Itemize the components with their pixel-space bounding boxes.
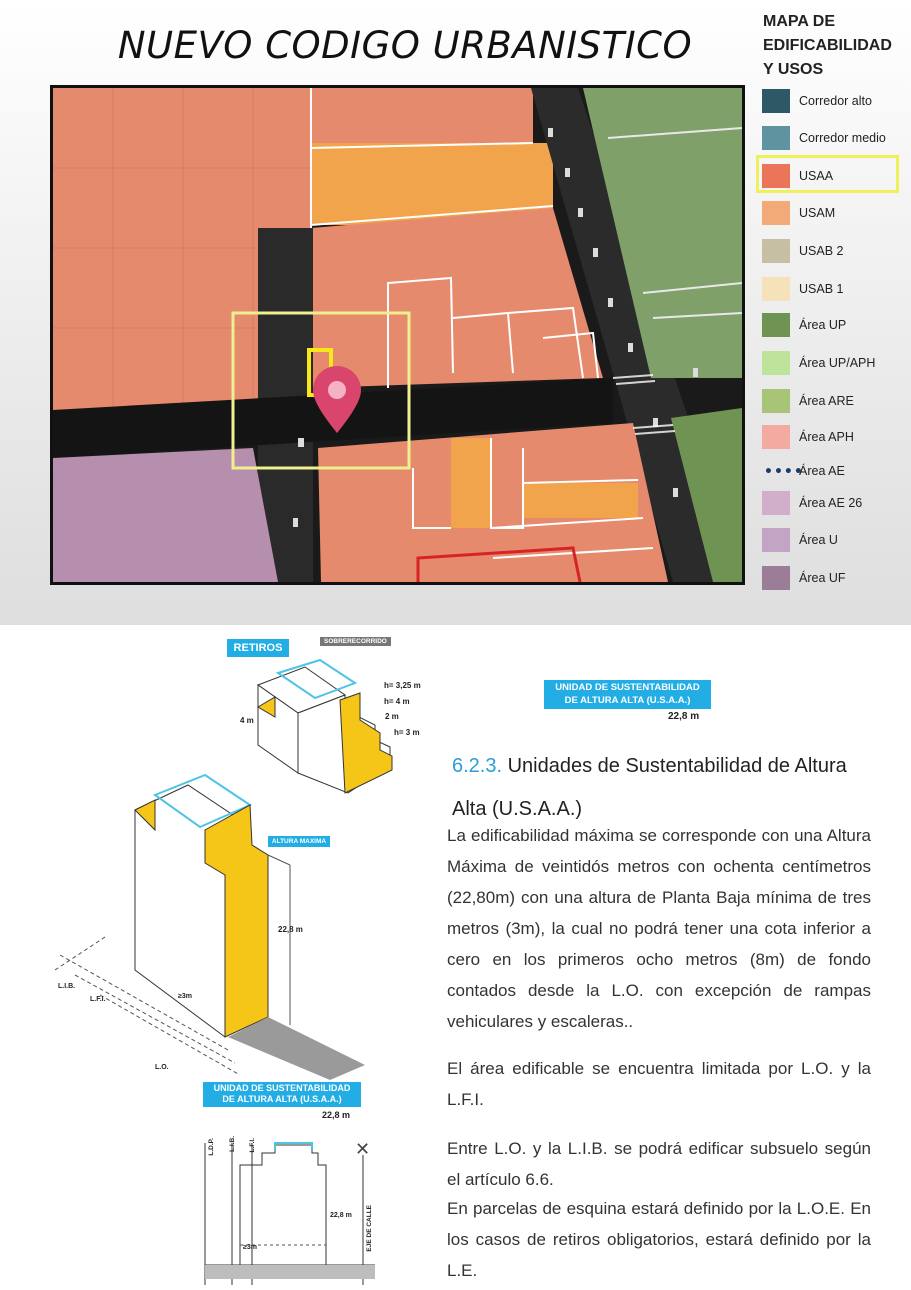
legend-label: Área U bbox=[799, 533, 838, 547]
usaa-tag bbox=[544, 680, 711, 709]
legend-item-corredor-alto bbox=[762, 86, 902, 116]
legend-swatch bbox=[762, 239, 790, 263]
legend-item-usab1 bbox=[762, 274, 902, 304]
legend-item-area-u bbox=[762, 525, 902, 555]
lo-label: L.O. bbox=[155, 1064, 169, 1071]
legend-label: USAM bbox=[799, 206, 836, 220]
height-3-label: h= 3 m bbox=[394, 728, 420, 737]
legend-item-usab2 bbox=[762, 236, 902, 266]
zoning-map[interactable] bbox=[50, 85, 745, 585]
altura-maxima-tag: ALTURA MAXIMA bbox=[268, 836, 330, 847]
section-heading-line1 bbox=[452, 745, 872, 788]
legend-item-area-uf bbox=[762, 563, 902, 593]
legend-highlight bbox=[756, 155, 899, 193]
eje-calle-label: EJE DE CALLE bbox=[366, 1205, 373, 1252]
legend-item-usam bbox=[762, 198, 902, 228]
ldp-label: L.D.P. bbox=[208, 1138, 215, 1156]
ground-3m-label: ≥3m bbox=[178, 993, 192, 1000]
retiros-tag: RETIROS bbox=[227, 639, 289, 657]
ground-3m-label-2: ≥3m bbox=[243, 1244, 257, 1251]
legend-item-area-ae bbox=[762, 456, 902, 486]
section-title: Unidades de Sustentabilidad de Altura bbox=[507, 755, 847, 777]
svg-text:✕: ✕ bbox=[355, 1139, 371, 1160]
legend-label: Área AE 26 bbox=[799, 496, 863, 510]
legend-swatch bbox=[762, 528, 790, 552]
paragraph: La edificabilidad máxima se corresponde con una Altura Máxima de veintidós metros con ochenta centímetros (22,80m) con una altura de Planta Baja mínima de tres metros (3m), la cual no podrá tener una cota inferior a cero en los primeros ocho metros (8m) de fondo contados desde la L.O. con excepción de rampas vehiculares y escaleras.. bbox=[447, 826, 871, 1031]
legend-title-line: Y USOS bbox=[763, 61, 824, 78]
page-title: NUEVO CODIGO URBANISTICO bbox=[117, 24, 693, 67]
legend-label: Corredor medio bbox=[799, 131, 886, 145]
building-diagram bbox=[0, 625, 440, 1290]
height-value-label: 22,8 m bbox=[278, 925, 303, 934]
usaa-tag-line: UNIDAD DE SUSTENTABILIDAD bbox=[555, 682, 700, 693]
usaa-tag-small bbox=[203, 1082, 361, 1107]
height-4-label: h= 4 m bbox=[384, 697, 410, 706]
legend-swatch bbox=[762, 89, 790, 113]
legend-label: Área UF bbox=[799, 571, 846, 585]
legend-label: Área UP/APH bbox=[799, 356, 876, 370]
legend-label: Área UP bbox=[799, 318, 847, 332]
legend-label: USAB 2 bbox=[799, 244, 844, 258]
sobrerecorrido-tag: SOBRERECORRIDO bbox=[320, 637, 391, 646]
legend-item-area-are bbox=[762, 386, 902, 416]
legend-swatch bbox=[762, 491, 790, 515]
legend-swatch bbox=[762, 425, 790, 449]
paragraph: En parcelas de esquina estará definido por la L.O.E. En los casos de retiros obligatorios, estará definido por la L.E. bbox=[447, 1199, 871, 1280]
legend-swatch bbox=[762, 351, 790, 375]
legend-label: Área ARE bbox=[799, 394, 854, 408]
dim-4m-label: 4 m bbox=[240, 716, 254, 725]
dotted-line-icon: •••• bbox=[764, 464, 804, 480]
legend-label: Corredor alto bbox=[799, 94, 872, 108]
paragraph: Entre L.O. y la L.I.B. se podrá edificar subsuelo según el artículo 6.6. bbox=[447, 1139, 871, 1189]
lfi-label: L.F.I. bbox=[90, 996, 106, 1003]
usaa-tag-line: DE ALTURA ALTA (U.S.A.A.) bbox=[222, 1094, 342, 1104]
section-heading bbox=[452, 745, 872, 831]
usaa-tag-line: DE ALTURA ALTA (U.S.A.A.) bbox=[564, 695, 691, 706]
legend-swatch bbox=[762, 313, 790, 337]
zoning-map-graphic bbox=[53, 88, 742, 582]
lib-label: L.I.B. bbox=[58, 983, 76, 990]
legend-swatch bbox=[762, 201, 790, 225]
section-number: 6.2.3. bbox=[452, 755, 503, 777]
legend-title-line: MAPA DE bbox=[763, 13, 835, 30]
height-325-label: h= 3,25 m bbox=[384, 681, 421, 690]
legend-label: USAB 1 bbox=[799, 282, 844, 296]
legend-title bbox=[763, 10, 892, 82]
section-heading-line2: Alta (U.S.A.A.) bbox=[452, 798, 583, 820]
height-value-label-2: 22,8 m bbox=[330, 1212, 352, 1219]
map-panel bbox=[0, 0, 911, 625]
lib-label-2: L.I.B. bbox=[229, 1136, 236, 1152]
legend-title-line: EDIFICABILIDAD bbox=[763, 37, 892, 54]
legend-item-area-ae26 bbox=[762, 488, 902, 518]
legend-swatch bbox=[762, 277, 790, 301]
legend-item-area-aph bbox=[762, 422, 902, 452]
legend-swatch bbox=[762, 566, 790, 590]
legend-item-area-up bbox=[762, 310, 902, 340]
legend-swatch bbox=[762, 389, 790, 413]
dim-2m-label: 2 m bbox=[385, 712, 399, 721]
legend-label: Área AE bbox=[799, 464, 845, 478]
legend-label: USAA bbox=[799, 169, 834, 183]
usaa-tag-line: UNIDAD DE SUSTENTABILIDAD bbox=[213, 1083, 351, 1093]
paragraph: El área edificable se encuentra limitada por L.O. y la L.F.I. bbox=[447, 1059, 871, 1109]
usaa-value: 22,8 m bbox=[668, 711, 700, 722]
legend-label: Área APH bbox=[799, 430, 854, 444]
legend-swatch bbox=[762, 126, 790, 150]
usaa-value-small: 22,8 m bbox=[322, 1110, 351, 1120]
legend-item-corredor-medio bbox=[762, 123, 902, 153]
legend-item-area-up-aph bbox=[762, 348, 902, 378]
lfi-label-2: L.F.I. bbox=[249, 1138, 256, 1153]
